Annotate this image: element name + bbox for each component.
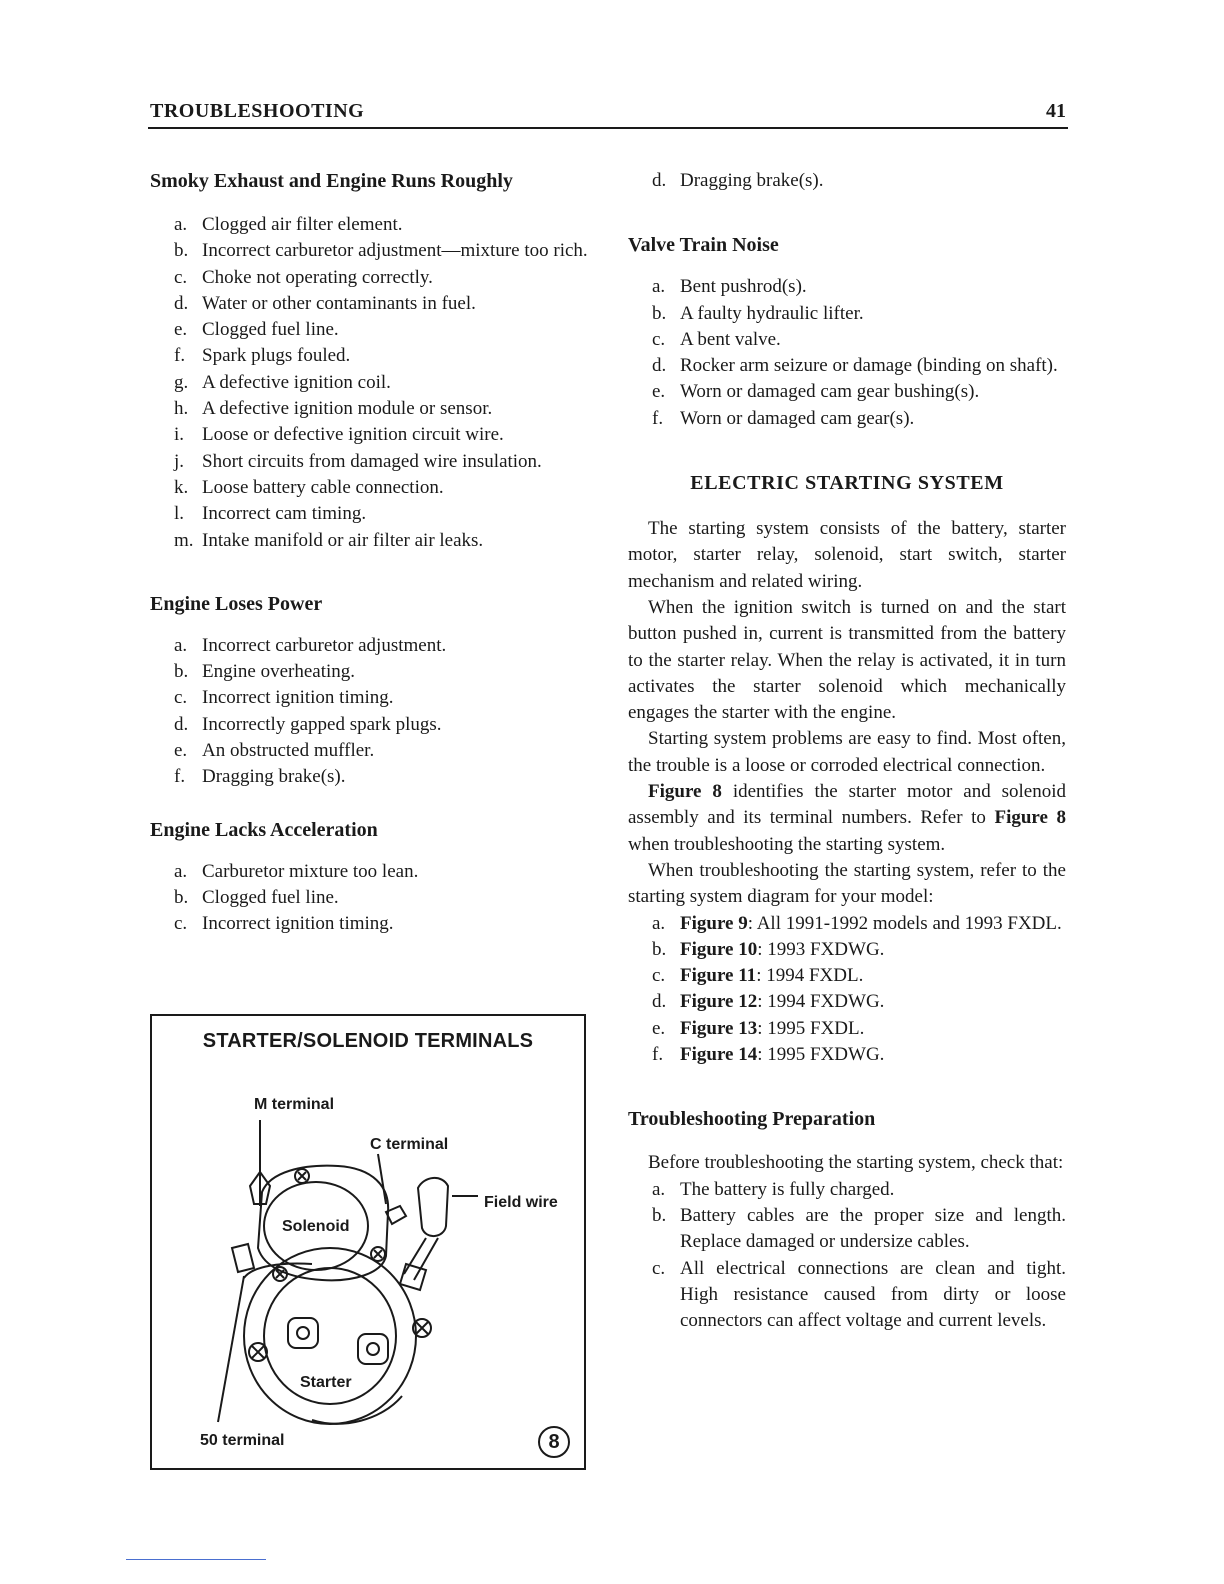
list-item: e. Figure 13: 1995 FXDL. [652, 1017, 865, 1039]
list-item: b. A faulty hydraulic lifter. [652, 302, 864, 324]
heading-engine-loses-power: Engine Loses Power [150, 592, 323, 615]
page-number: 41 [1046, 100, 1066, 122]
list-item: b. Engine overheating. [174, 661, 356, 683]
terminal-50-leader [218, 1276, 244, 1422]
c-terminal-label: C terminal [370, 1136, 449, 1153]
heading-troubleshooting-preparation: Troubleshooting Preparation [628, 1108, 876, 1131]
heading-electric-starting-system: ELECTRIC STARTING SYSTEM [690, 472, 1004, 495]
list-engine-loses-power [150, 633, 590, 791]
list-item: a. Incorrect carburetor adjustment. [174, 634, 447, 656]
list-item: l. Incorrect cam timing. [174, 503, 367, 525]
list-item: h. A defective ignition module or sensor. [174, 398, 493, 420]
solenoid-label: Solenoid [282, 1218, 350, 1235]
list-item: b. Clogged fuel line. [174, 886, 339, 908]
list-item: g. A defective ignition coil. [174, 371, 391, 393]
list-item: a. Bent pushrod(s). [652, 276, 807, 298]
paragraph: Before troubleshooting the starting system, check that: [648, 1152, 1064, 1174]
list-item: c. Figure 11: 1994 FXDL. [652, 965, 864, 987]
list-item: b. Battery cables are the proper size and length. Replace damaged or undersize cables. [652, 1204, 1066, 1253]
starter-label: Starter [300, 1374, 352, 1391]
paragraph: Figure 8 identifies the starter motor and solenoid assembly and its terminal numbers. Refer to Figure 8 when troubleshooting the starting system. [628, 781, 1067, 855]
list-item: e. Worn or damaged cam gear bushing(s). [652, 381, 980, 403]
figure-title: STARTER/SOLENOID TERMINALS [202, 1030, 534, 1052]
list-troubleshooting-preparation [628, 1177, 1066, 1335]
terminal-50-label: 50 terminal [200, 1432, 285, 1449]
figure-number: 8 [538, 1426, 570, 1458]
heading-engine-lacks-acceleration: Engine Lacks Acceleration [150, 818, 378, 841]
heading-smoky-exhaust: Smoky Exhaust and Engine Runs Roughly [150, 170, 513, 192]
c-terminal-leader [378, 1154, 386, 1204]
list-item: f. Spark plugs fouled. [174, 345, 351, 367]
starter-solenoid-drawing [152, 1016, 584, 1468]
list-item: d. Rocker arm seizure or damage (binding on shaft). [652, 355, 1058, 377]
list-item: f. Figure 14: 1995 FXDWG. [652, 1044, 885, 1066]
electric-body [628, 516, 1066, 1068]
list-item: c. A bent valve. [652, 328, 781, 350]
list-item: f. Worn or damaged cam gear(s). [652, 407, 915, 429]
running-title: TROUBLESHOOTING [150, 100, 365, 122]
list-item: f. Dragging brake(s). [174, 766, 346, 788]
list-item: d. Figure 12: 1994 FXDWG. [652, 991, 885, 1013]
m-terminal-label: M terminal [254, 1096, 335, 1113]
list-engine-lacks-acceleration [150, 859, 590, 938]
list-item: c. Incorrect ignition timing. [174, 913, 394, 935]
list-item: m. Intake manifold or air filter air leaks. [174, 529, 484, 551]
list-item: e. Clogged fuel line. [174, 319, 339, 341]
paragraph: When troubleshooting the starting system, refer to the starting system diagram for your model: [628, 859, 1066, 908]
list-item: i. Loose or defective ignition circuit wire. [174, 424, 504, 446]
starter-housing [244, 1248, 416, 1424]
list-model-diagrams [628, 911, 1066, 1069]
right-column [628, 168, 1066, 1334]
list-item: e. An obstructed muffler. [174, 740, 375, 762]
list-item: a. Figure 9: All 1991-1992 models and 1993 FXDL. [652, 912, 1062, 934]
paragraph: The starting system consists of the battery, starter motor, starter relay, solenoid, start switch, starter mechanism and related wiring. [628, 518, 1066, 592]
footer-rule [126, 1559, 266, 1560]
field-wire-label: Field wire [484, 1194, 558, 1211]
list-item: d. Water or other contaminants in fuel. [174, 292, 476, 314]
list-item: j. Short circuits from damaged wire insulation. [174, 450, 542, 472]
list-item: c. Incorrect ignition timing. [174, 687, 394, 709]
list-item: c. Choke not operating correctly. [174, 266, 433, 288]
list-item: k. Loose battery cable connection. [174, 476, 444, 498]
list-item: a. The battery is fully charged. [652, 1178, 895, 1200]
paragraph: Starting system problems are easy to find. Most often, the trouble is a loose or corroded electrical connection. [628, 728, 1066, 776]
heading-valve-train-noise: Valve Train Noise [628, 234, 779, 257]
figure-starter-solenoid [150, 1014, 586, 1470]
list-item: a. Clogged air filter element. [174, 214, 403, 235]
list-item: a. Carburetor mixture too lean. [174, 860, 419, 882]
list-item: c. All electrical connections are clean and tight. High resistance caused from dirty or loose connectors can affect voltage and current levels. [652, 1257, 1066, 1332]
list-item: b. Figure 10: 1993 FXDWG. [652, 938, 885, 960]
list-valve-train-noise [628, 274, 1066, 432]
page-header [150, 100, 1066, 130]
list-continued [628, 168, 1066, 194]
prep-body [628, 1150, 1066, 1334]
paragraph: When the ignition switch is turned on and the start button pushed in, current is transmitted from the battery to the starter relay. When the relay is activated, it in turn activates the starter solenoid which mechanically engages the starter with the engine. [628, 596, 1066, 724]
list-item: b. Incorrect carburetor adjustment—mixture too rich. [174, 240, 588, 262]
list-item: d. Dragging brake(s). [652, 170, 824, 191]
list-item: d. Incorrectly gapped spark plugs. [174, 713, 442, 735]
list-smoky-exhaust [150, 212, 590, 554]
left-column [150, 168, 590, 938]
header-rule [148, 127, 1068, 129]
